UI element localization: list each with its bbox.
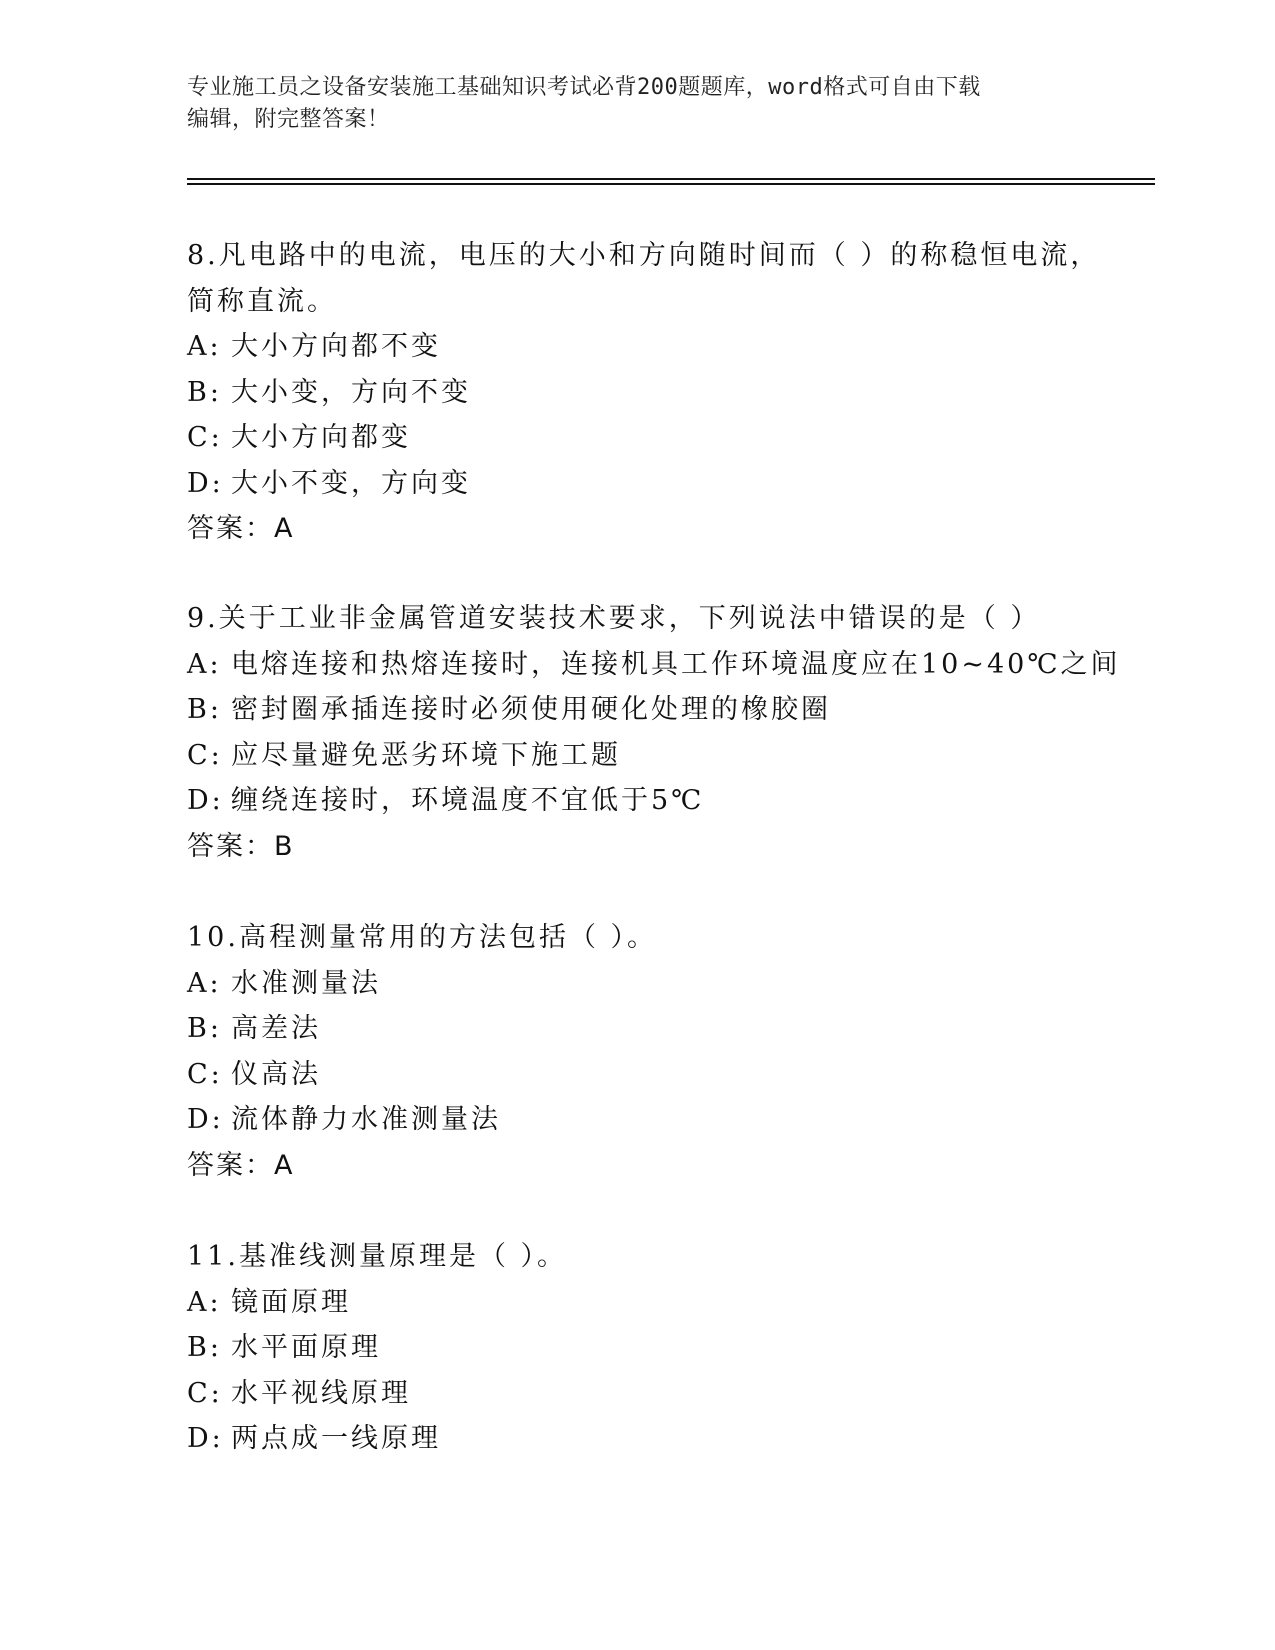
- header-line-2: 编辑，附完整答案！: [187, 107, 390, 132]
- document-header: [187, 72, 1067, 136]
- option-key: A:: [187, 1286, 222, 1318]
- option-text: 水平视线原理: [231, 1377, 411, 1409]
- option-key: D:: [187, 1104, 224, 1135]
- option-key: B:: [187, 1332, 222, 1363]
- option-c: [187, 1052, 1087, 1098]
- answer-line: 答案：A: [187, 1149, 295, 1181]
- option-c: [187, 415, 1087, 461]
- option-key: D:: [187, 1423, 224, 1454]
- option-text: 高差法: [231, 1013, 321, 1044]
- option-a: [187, 324, 1087, 370]
- option-key: D:: [187, 467, 224, 499]
- option-key: A:: [187, 648, 222, 680]
- question-stem: 10.高程测量常用的方法包括（ ）。: [187, 922, 658, 953]
- option-key: A:: [187, 331, 222, 362]
- option-text: 密封圈承插连接时必须使用硬化处理的橡胶圈: [231, 694, 831, 725]
- question-stem: 简称直流。: [187, 285, 337, 317]
- option-key: B:: [187, 1013, 222, 1044]
- option-key: D:: [187, 785, 224, 816]
- option-d: [187, 461, 1087, 507]
- option-b: [187, 370, 1087, 416]
- option-key: A:: [187, 967, 222, 999]
- question-8: [187, 233, 1101, 552]
- option-key: C:: [187, 739, 223, 771]
- option-text: 应尽量避免恶劣环境下施工题: [231, 739, 621, 771]
- option-text: 大小不变，方向变: [231, 467, 471, 499]
- option-text: 电熔连接和热熔连接时，连接机具工作环境温度应在10~40℃之间: [231, 648, 1121, 680]
- option-text: 流体静力水准测量法: [231, 1104, 501, 1135]
- answer-line: 答案：A: [187, 513, 295, 544]
- option-b: [187, 1006, 1087, 1052]
- option-text: 大小方向都变: [231, 422, 411, 453]
- header-line-1: 专业施工员之设备安装施工基础知识考试必背200题题库，word格式可自由下载: [187, 75, 981, 100]
- option-a: [187, 961, 1087, 1007]
- option-text: 仪高法: [231, 1058, 321, 1090]
- option-b: [187, 1325, 1087, 1371]
- option-d: [187, 1416, 1087, 1462]
- header-divider-top: [187, 178, 1155, 180]
- option-c: [187, 1371, 1087, 1417]
- question-stem: 11.基准线测量原理是（ ）。: [187, 1241, 568, 1272]
- option-text: 大小方向都不变: [231, 331, 441, 362]
- option-c: [187, 733, 1087, 779]
- option-d: [187, 1097, 1087, 1143]
- option-key: C:: [187, 422, 223, 453]
- option-text: 两点成一线原理: [231, 1423, 441, 1454]
- answer-line: 答案：B: [187, 830, 295, 862]
- option-text: 镜面原理: [231, 1286, 351, 1318]
- question-stem: 9.关于工业非金属管道安装技术要求，下列说法中错误的是（ ）: [187, 603, 1041, 634]
- option-key: C:: [187, 1058, 223, 1090]
- option-text: 水准测量法: [231, 967, 381, 999]
- option-b: [187, 687, 1087, 733]
- question-10: [187, 915, 1087, 1188]
- option-key: B:: [187, 376, 222, 408]
- option-text: 水平面原理: [231, 1332, 381, 1363]
- option-text: 大小变，方向不变: [231, 376, 471, 408]
- option-text: 缠绕连接时，环境温度不宜低于5℃: [231, 785, 705, 816]
- option-key: B:: [187, 694, 222, 725]
- option-d: [187, 778, 1087, 824]
- option-a: [187, 642, 1121, 688]
- question-stem: 8.凡电路中的电流，电压的大小和方向随时间而（ ）的称稳恒电流，: [187, 240, 1101, 271]
- option-a: [187, 1280, 1087, 1326]
- header-divider-bottom: [187, 183, 1155, 185]
- question-11: [187, 1234, 1087, 1462]
- option-key: C:: [187, 1377, 223, 1409]
- question-9: [187, 596, 1121, 869]
